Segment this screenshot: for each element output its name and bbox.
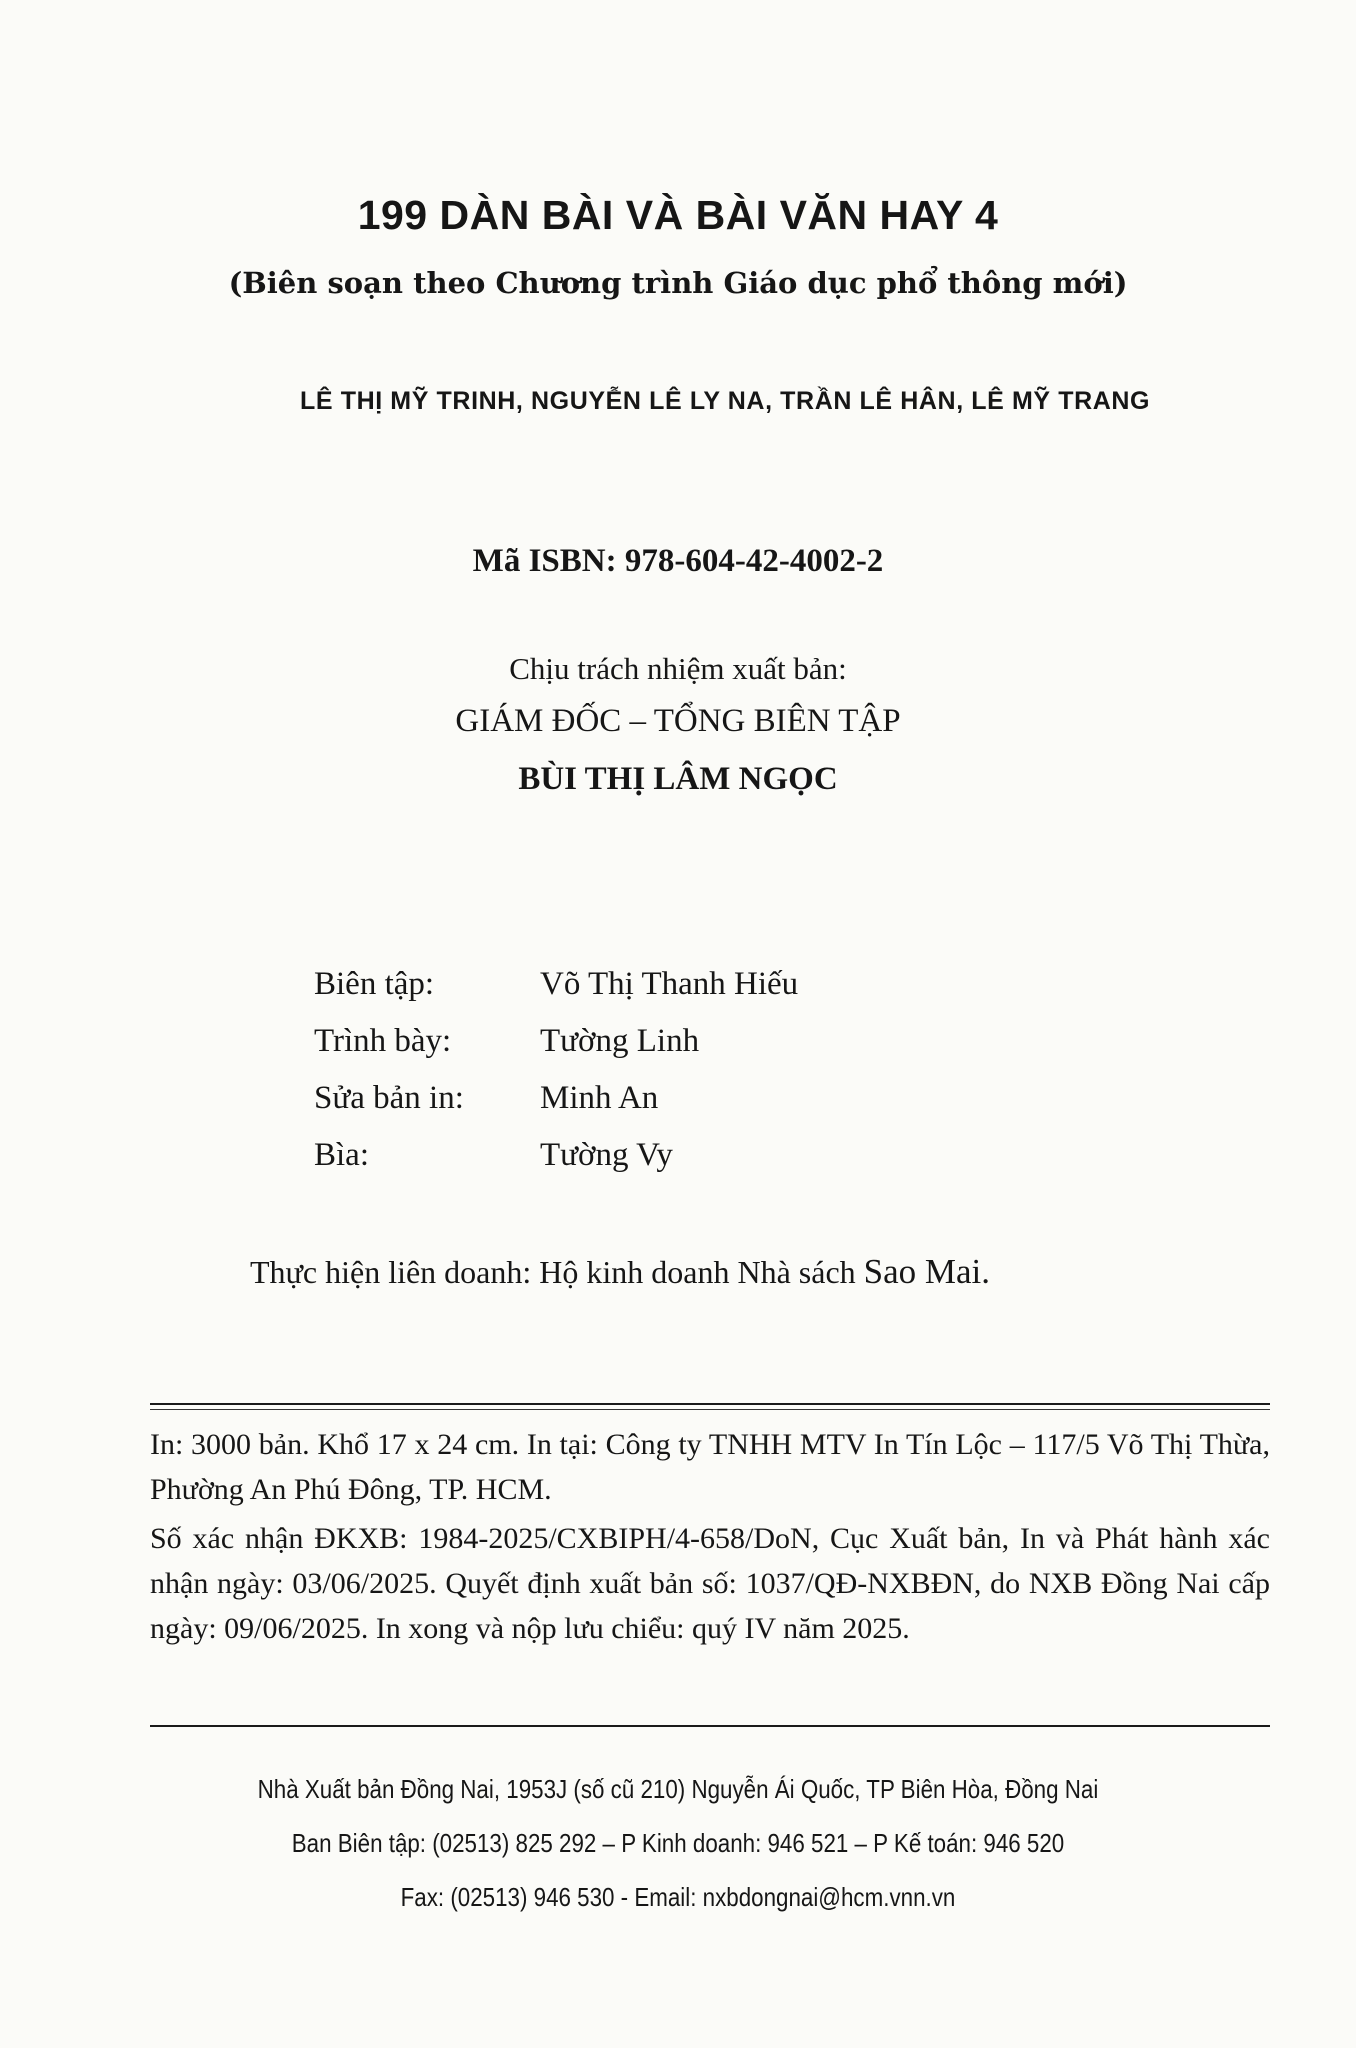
credit-row-cover [314, 1137, 798, 1194]
credit-name: Tường Linh [540, 1023, 700, 1059]
joint-venture-text: Thực hiện liên doanh: Hộ kinh doanh Nhà sách [250, 1254, 856, 1290]
print-info-paragraph-2: Số xác nhận ĐKXB: 1984-2025/CXBIPH/4-658/DoN, Cục Xuất bản, In và Phát hành xác nhận ngày: 03/06/2025. Quyết định xuất bản số: 1037/QĐ-NXBĐN, do NXB Đồng Nai cấp ngày: 09/06/2025. In xong và nộp lưu chiểu: quý IV năm 2025. [150, 1522, 1270, 1645]
responsibility-name: BÙI THỊ LÂM NGỌC [518, 761, 838, 797]
responsibility-label: Chịu trách nhiệm xuất bản: [509, 651, 847, 686]
credit-name: Võ Thị Thanh Hiếu [540, 966, 799, 1002]
book-title: 199 DÀN BÀI VÀ BÀI VĂN HAY 4 [357, 192, 999, 238]
isbn: Mã ISBN: 978-604-42-4002-2 [472, 543, 884, 579]
credit-row-layout [314, 1023, 798, 1080]
publisher-fax-email: Fax: (02513) 946 530 - Email: nxbdongnai@hcm.vnn.vn [400, 1882, 956, 1912]
book-subtitle: (Biên soạn theo Chương trình Giáo dục phổ thông mới) [228, 266, 1128, 300]
credit-row-editor [314, 966, 798, 1023]
joint-venture [250, 1252, 1250, 1292]
responsibility-position: GIÁM ĐỐC – TỔNG BIÊN TẬP [455, 703, 901, 739]
credit-row-proofreader [314, 1080, 798, 1137]
publisher-address: Nhà Xuất bản Đồng Nai, 1953J (số cũ 210) Nguyễn Ái Quốc, TP Biên Hòa, Đồng Nai [257, 1774, 1099, 1804]
credit-role: Biên tập: [314, 966, 435, 1002]
credits-list [314, 966, 798, 1194]
credit-role: Trình bày: [314, 1023, 452, 1059]
print-info [150, 1422, 1270, 1655]
credit-role: Sửa bản in: [314, 1080, 464, 1116]
divider-top [150, 1403, 1270, 1405]
divider-top-thin [150, 1409, 1270, 1410]
publisher-phones: Ban Biên tập: (02513) 825 292 – P Kinh doanh: 946 521 – P Kế toán: 946 520 [291, 1828, 1065, 1858]
print-info-paragraph-1: In: 3000 bản. Khổ 17 x 24 cm. In tại: Công ty TNHH MTV In Tín Lộc – 117/5 Võ Thị Thừa, Phường An Phú Đông, TP. HCM. [150, 1428, 1270, 1506]
divider-bottom [150, 1725, 1270, 1727]
book-authors: LÊ THỊ MỸ TRINH, NGUYỄN LÊ LY NA, TRẦN LÊ HÂN, LÊ MỸ TRANG [300, 387, 1151, 415]
joint-venture-highlight: Sao Mai. [863, 1252, 991, 1291]
credit-role: Bìa: [314, 1137, 369, 1173]
credit-name: Tường Vy [540, 1137, 673, 1173]
credit-name: Minh An [540, 1080, 659, 1116]
